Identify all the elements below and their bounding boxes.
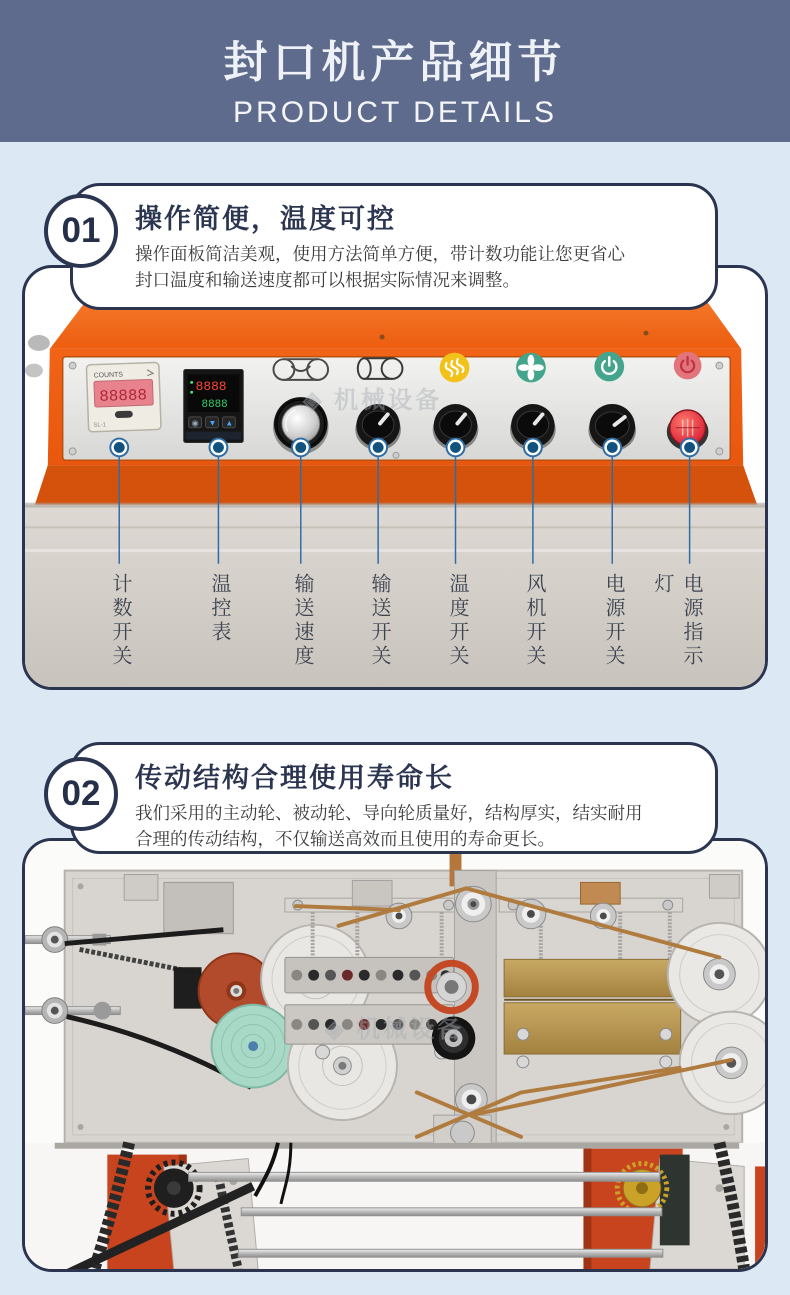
temperature-value-bottom: 8888 [201, 399, 228, 411]
section-01-description-line-1: 操作面板简洁美观，使用方法简单方便，带计数功能让您更省心 [135, 244, 625, 264]
plate-screw [78, 1124, 84, 1130]
callout-label-conveyor-switch: 输送开关 [368, 573, 390, 669]
section-02-description-line-2: 合理的传动结构，不仅输送高效而且使用的寿命更长。 [135, 829, 555, 849]
svg-text:▲: ▲ [225, 418, 234, 428]
svg-text:▼: ▼ [208, 418, 217, 428]
bearing [42, 998, 68, 1024]
temperature-value-top: 8888 [195, 379, 227, 395]
control-panel-illustration [25, 268, 765, 687]
panel-screw [69, 362, 76, 369]
svg-text:SL-1: SL-1 [93, 422, 107, 429]
mount-bracket [709, 875, 739, 899]
product-photo-control-panel [22, 265, 768, 690]
idler-pulley [668, 923, 765, 1026]
section-02-number-badge [44, 757, 118, 831]
bolt [660, 1056, 672, 1068]
sealing-machine-body [25, 286, 765, 687]
counter-brand-label: COUNTS [93, 371, 124, 380]
roller-shaft [189, 1172, 660, 1181]
panel-screw [716, 362, 723, 369]
machine-underside [35, 465, 757, 504]
counter-reset-button [115, 411, 133, 419]
product-photo-drive-mechanism [22, 838, 768, 1272]
power-indicator-icon [674, 352, 702, 380]
section-01-number: 01 [61, 211, 101, 250]
section-02-title: 传动结构合理使用寿命长 [135, 763, 454, 793]
fan-icon [516, 353, 546, 383]
gear-box [164, 882, 233, 933]
power-on-icon [594, 352, 624, 382]
section-02-number: 02 [61, 774, 101, 813]
watermark-logo: ◈ [303, 387, 325, 414]
callout-label-counter-switch: 计数开关 [109, 573, 131, 669]
bolt [517, 1028, 529, 1040]
page-subtitle: PRODUCT DETAILS [233, 96, 557, 129]
side-bolt [25, 364, 43, 378]
callout-label-power-switch: 电源开关 [602, 573, 624, 669]
side-bolt [28, 335, 50, 351]
svg-text:◉: ◉ [191, 418, 199, 428]
counter-value: 88888 [99, 386, 148, 406]
temperature-controller [184, 370, 244, 443]
watermark: ◈ 机械设备 [325, 1016, 465, 1043]
guide-wheel-green [211, 1005, 294, 1088]
section-01-title: 操作简便，温度可控 [135, 204, 396, 234]
counter-display [86, 362, 161, 432]
panel-screw [69, 448, 76, 455]
section-01-card [70, 183, 718, 310]
watermark: ◈ 机械设备 [303, 387, 443, 414]
bearing [42, 927, 68, 953]
section-02-card [70, 742, 718, 854]
panel-screw [393, 452, 399, 458]
callout-label-temp-switch: 温度开关 [446, 573, 468, 669]
page-title: 封口机产品细节 [223, 38, 567, 87]
callout-label-temp-controller: 温控表 [208, 573, 230, 645]
plate-screw [723, 1124, 729, 1130]
mount-bracket [124, 875, 158, 901]
section-01-number-badge [44, 194, 118, 268]
brass-sealing-blocks [504, 959, 681, 1067]
panel-screw [716, 448, 723, 455]
roller-shaft [238, 1249, 663, 1257]
roller-shaft [241, 1208, 662, 1216]
callout-label-power-indicator: 电源指示灯 [651, 573, 702, 669]
bolt [660, 1028, 672, 1040]
header-banner [0, 0, 790, 142]
drive-mechanism-illustration [25, 841, 765, 1269]
bolt [517, 1056, 529, 1068]
bolt [316, 1045, 330, 1059]
plate-screw [78, 883, 84, 889]
section-02-description-line-1: 我们采用的主动轮、被动轮、导向轮质量好，结构厚实，结实耐用 [135, 803, 643, 823]
lower-chassis [25, 1143, 765, 1269]
watermark-logo: ◈ [325, 1016, 347, 1043]
section-01-description-line-2: 封口温度和输送速度都可以根据实际情况来调整。 [135, 270, 520, 290]
callout-label-conveyor-speed: 输送速度 [291, 573, 313, 669]
callout-label-fan-switch: 风机开关 [523, 573, 545, 669]
